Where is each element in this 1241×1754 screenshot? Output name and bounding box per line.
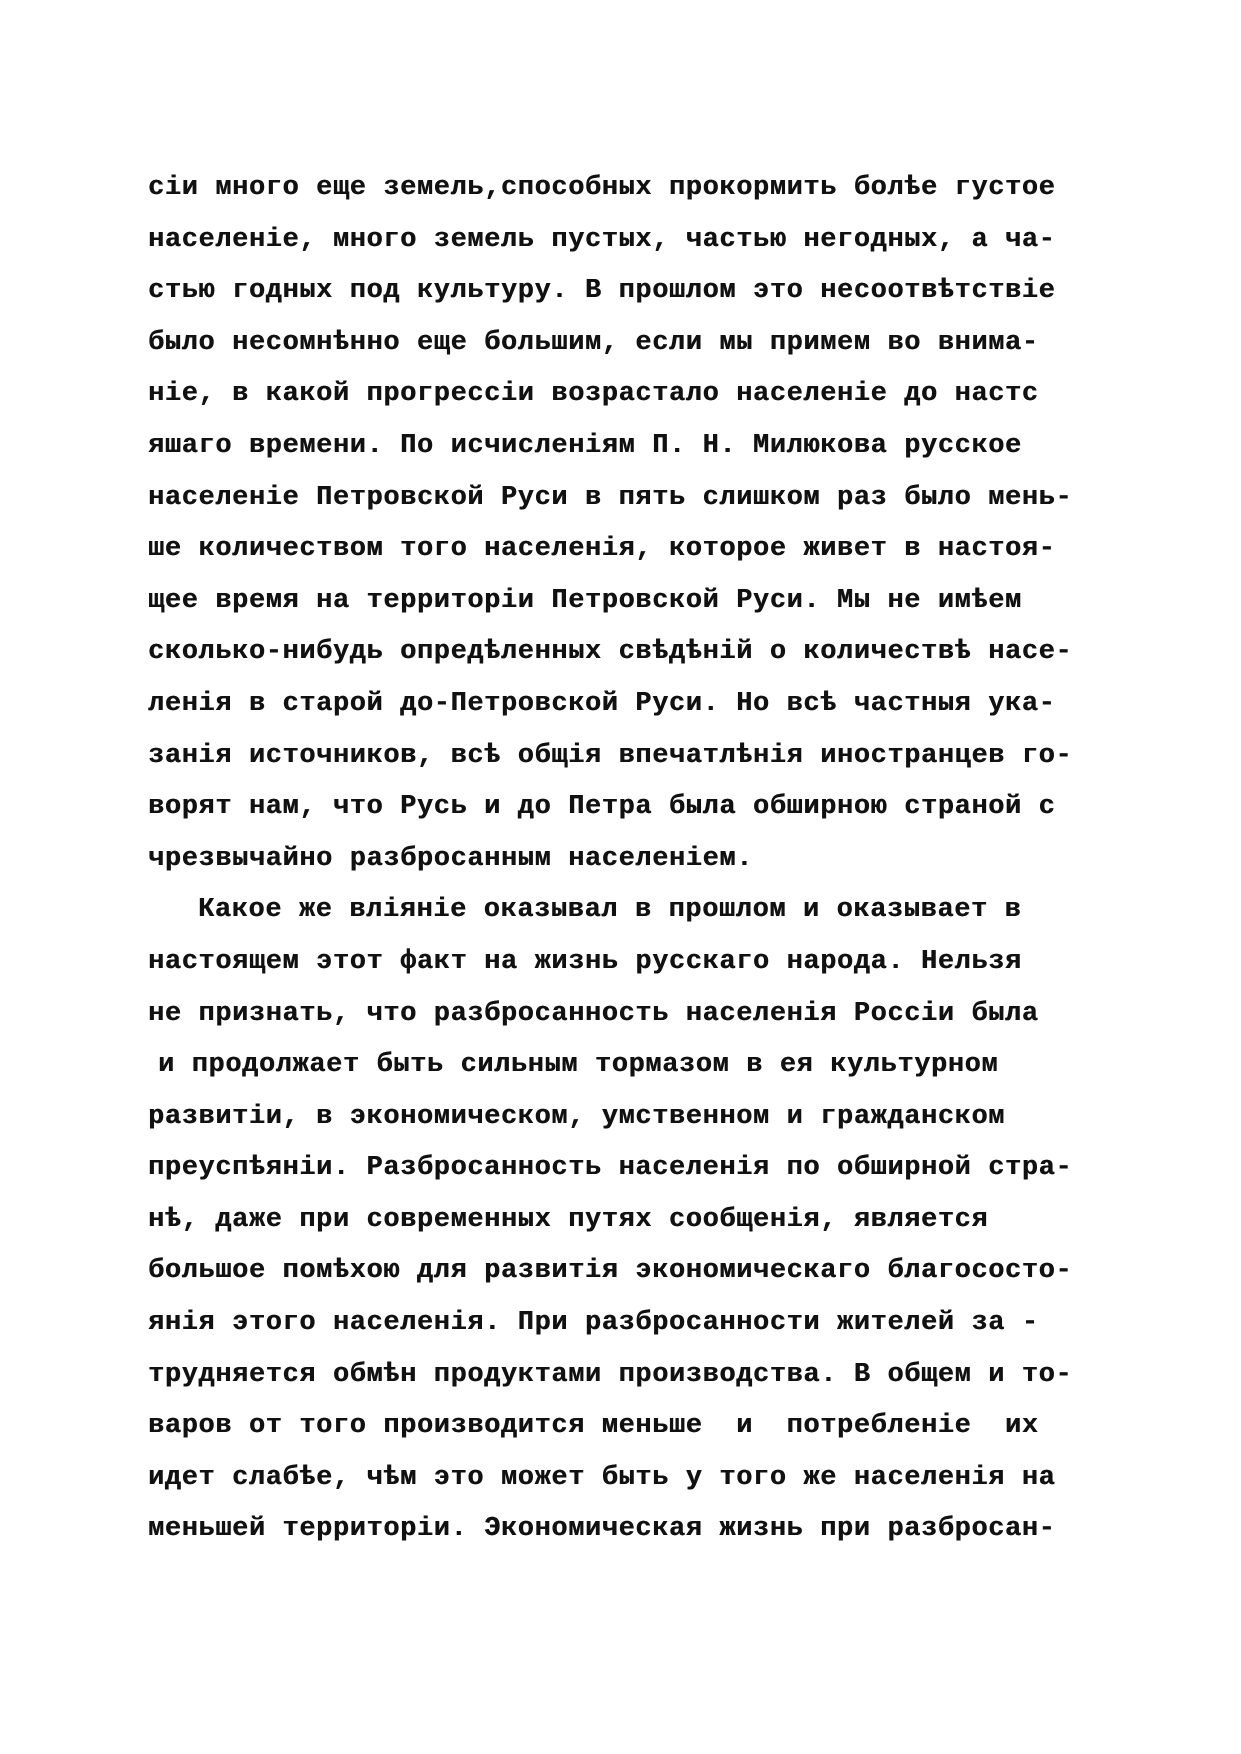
text-line: меньшей территоріи. Экономическая жизнь при разбросан- — [148, 1514, 1056, 1545]
text-line: яшаго времени. По исчисленіям П. Н. Милюкова русское — [148, 430, 1022, 461]
text-line: занія источников, всѣ общія впечатлѣнія иностранцев го- — [148, 740, 1073, 771]
text-line: ворят нам, что Русь и до Петра была обширною страной с — [148, 792, 1056, 823]
text-line: и продолжает быть сильным тормазом в ея культурном — [158, 1050, 999, 1081]
text-line: не признать, что разбросанность населенія Россіи была — [148, 998, 1039, 1029]
text-line: населеніе Петровской Руси в пять слишком раз было мень- — [148, 482, 1073, 513]
text-line: развитіи, в экономическом, умственном и гражданском — [148, 1101, 1005, 1132]
text-line: нѣ, даже при современных путях сообщенія, является — [148, 1204, 989, 1235]
text-line: населеніе, много земель пустых, частью негодных, а ча- — [148, 224, 1056, 255]
text-line: было несомнѣнно еще большим, если мы примем во внима- — [148, 327, 1039, 358]
text-line: сколько-нибудь опредѣленных свѣдѣній о количествѣ насе- — [148, 637, 1073, 668]
text-line: ленія в старой до-Петровской Руси. Но всѣ частныя ука- — [148, 688, 1056, 719]
paragraph-first-line: Какое же вліяніе оказывал в прошлом и оказывает в — [198, 895, 1022, 926]
text-line: настоящем этот факт на жизнь русскаго народа. Нельзя — [148, 946, 1022, 977]
text-line: ніе, в какой прогрессіи возрастало населеніе до настс — [148, 379, 1039, 410]
typewritten-text-block — [148, 163, 1108, 1556]
text-line: варов от того производится меньше и потребленіе их — [148, 1411, 1039, 1442]
text-line: чрезвычайно разбросанным населеніем. — [148, 843, 753, 874]
text-line: щее время на территоріи Петровской Руси. Мы не имѣем — [148, 585, 1022, 616]
text-line: сіи много еще земель,способных прокормить болѣе густое — [148, 173, 1056, 203]
text-line: большое помѣхою для развитія экономическаго благососто- — [148, 1256, 1073, 1287]
text-line: стью годных под культуру. В прошлом это несоотвѣтствіе — [148, 276, 1056, 307]
text-line: трудняется обмѣн продуктами производства. В общем и то- — [148, 1359, 1073, 1390]
text-line: преуспѣяніи. Разбросанность населенія по обширной стра- — [148, 1153, 1073, 1184]
text-line: янія этого населенія. При разбросанности жителей за - — [148, 1308, 1039, 1339]
text-line: ше количеством того населенія, которое живет в настоя- — [148, 534, 1056, 565]
text-line: идет слабѣе, чѣм это может быть у того же населенія на — [148, 1462, 1056, 1493]
